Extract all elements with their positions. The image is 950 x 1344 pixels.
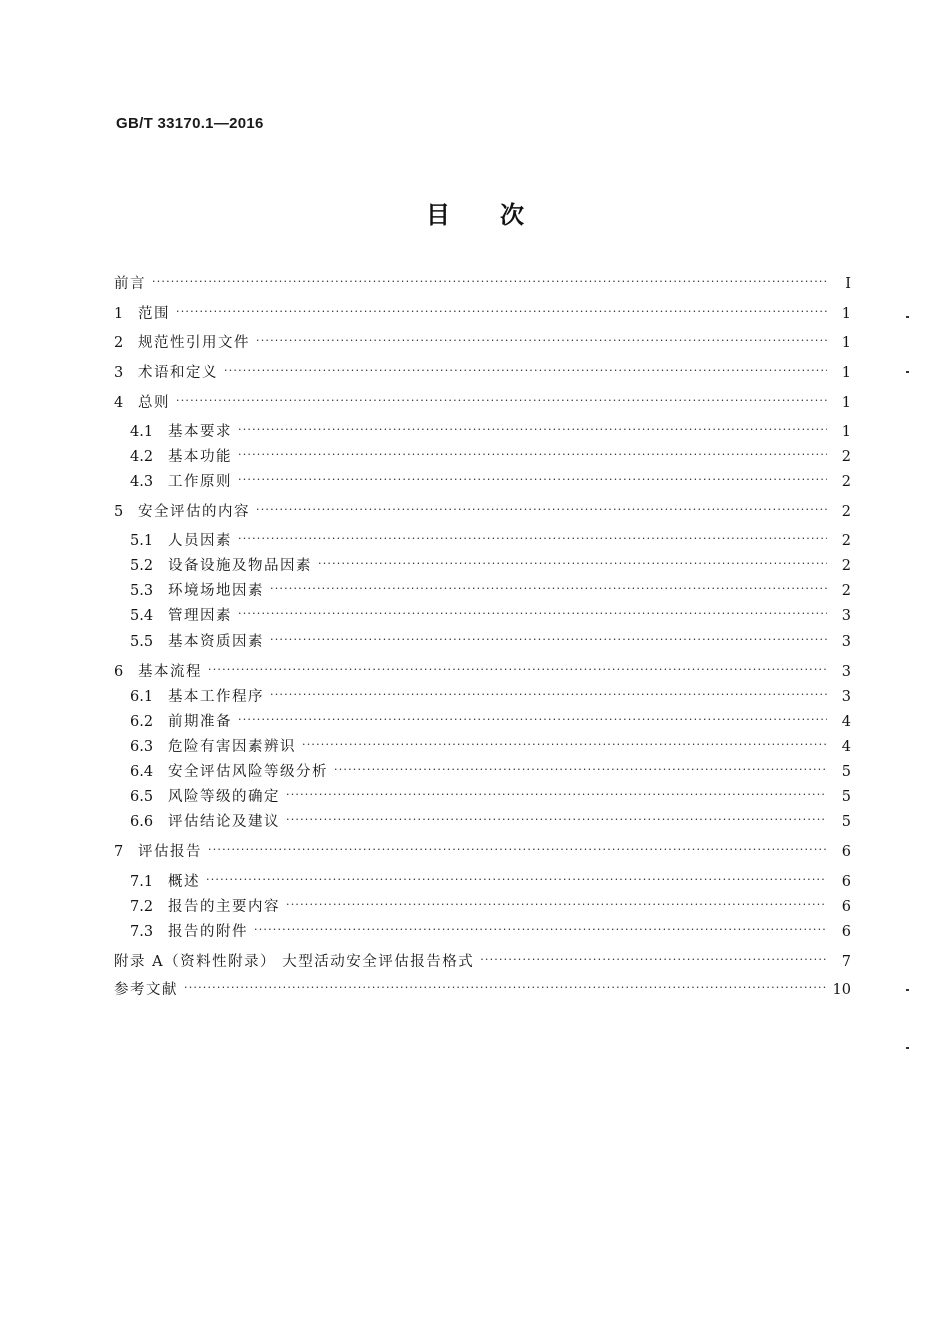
toc-entry-page: 7	[841, 954, 851, 970]
dot-leader	[224, 363, 827, 383]
dot-leader	[176, 304, 827, 324]
toc-entry-page: 1	[841, 424, 851, 440]
toc-entry[interactable]	[114, 363, 851, 383]
toc-entry-page: 2	[841, 558, 851, 574]
toc-entry-page: 1	[841, 306, 851, 322]
scan-mark	[906, 1047, 909, 1049]
scan-mark	[906, 371, 909, 373]
toc-entry-label: 基本功能	[168, 449, 232, 465]
toc-entry-page: 5	[841, 764, 851, 780]
toc-entry[interactable]	[114, 333, 851, 353]
dot-leader	[254, 922, 827, 942]
toc-entry-label: 基本流程	[138, 664, 202, 680]
toc-entry[interactable]	[114, 687, 851, 707]
toc-entry-page: 2	[841, 449, 851, 465]
toc-entry[interactable]	[114, 502, 851, 522]
dot-leader	[286, 897, 827, 917]
toc-entry-page: 2	[841, 583, 851, 599]
dot-leader	[208, 842, 827, 862]
toc-entry-page: 3	[841, 689, 851, 705]
toc-entry-number: 6.2	[130, 714, 154, 730]
toc-entry-page: 10	[832, 982, 851, 998]
toc-entry-page: 1	[841, 365, 851, 381]
toc-entry-label: 基本要求	[168, 424, 232, 440]
toc-entry-number: 5.4	[130, 608, 154, 624]
page-title: 目次	[426, 201, 574, 229]
dot-leader	[256, 333, 827, 353]
toc-entry[interactable]	[114, 606, 851, 626]
toc-entry-number: 7.1	[130, 874, 154, 890]
toc-entry[interactable]	[114, 897, 851, 917]
dot-leader	[256, 502, 827, 522]
toc-entry-number: 6.5	[130, 789, 154, 805]
toc-entry[interactable]	[114, 472, 851, 492]
toc-entry-number: 4.3	[130, 474, 154, 490]
toc-entry-label: 评估报告	[138, 844, 202, 860]
toc-entry[interactable]	[114, 762, 851, 782]
toc-entry[interactable]	[114, 842, 851, 862]
toc-entry-page: 6	[841, 899, 851, 915]
toc-entry-page: 2	[841, 474, 851, 490]
toc-entry-label: 评估结论及建议	[168, 814, 280, 830]
toc-entry-number: 7	[114, 844, 124, 860]
toc-entry-label: 报告的附件	[168, 924, 248, 940]
toc-entry-label: 基本工作程序	[168, 689, 264, 705]
dot-leader	[238, 606, 827, 626]
dot-leader	[334, 762, 827, 782]
toc-entry-label: 规范性引用文件	[138, 335, 250, 351]
dot-leader	[270, 687, 827, 707]
toc-entry-number: 5.5	[130, 634, 154, 650]
dot-leader	[238, 531, 827, 551]
toc-entry-page: 1	[841, 335, 851, 351]
dot-leader	[270, 632, 827, 652]
toc-entry-number: 5.3	[130, 583, 154, 599]
toc-entry-page: 3	[841, 608, 851, 624]
toc-entry-label: 总则	[138, 395, 170, 411]
toc-entry[interactable]	[114, 422, 851, 442]
toc-entry-label: 概述	[168, 874, 200, 890]
toc-entry[interactable]	[114, 812, 851, 832]
toc-entry-number: 5.2	[130, 558, 154, 574]
dot-leader	[318, 556, 827, 576]
toc-entry-number: 6	[114, 664, 124, 680]
toc-entry-page: 4	[841, 714, 851, 730]
toc-entry[interactable]	[114, 556, 851, 576]
toc-entry-label: 参考文献	[114, 982, 178, 998]
toc-entry[interactable]	[114, 581, 851, 601]
toc-entry-number: 5.1	[130, 533, 154, 549]
toc-entry[interactable]	[114, 274, 851, 294]
toc-entry-label: 术语和定义	[138, 365, 218, 381]
toc-entry[interactable]	[114, 447, 851, 467]
toc-entry-page: 6	[841, 844, 851, 860]
toc-entry[interactable]	[114, 787, 851, 807]
toc-entry-page: 5	[841, 814, 851, 830]
toc-entry-label: 前期准备	[168, 714, 232, 730]
toc-entry-number: 7.3	[130, 924, 154, 940]
toc-entry-page: 2	[841, 533, 851, 549]
toc-entry-number: 2	[114, 335, 124, 351]
dot-leader	[302, 737, 827, 757]
toc-entry[interactable]	[114, 304, 851, 324]
toc-entry-number: 6.4	[130, 764, 154, 780]
scan-mark	[906, 316, 909, 318]
toc-entry-label: 基本资质因素	[168, 634, 264, 650]
toc-entry-label: 人员因素	[168, 533, 232, 549]
toc-entry-label: 附录 A（资料性附录） 大型活动安全评估报告格式	[114, 954, 475, 970]
toc-entry[interactable]	[114, 632, 851, 652]
dot-leader	[286, 812, 827, 832]
toc-entry-label: 安全评估风险等级分析	[168, 764, 328, 780]
toc-entry-page: 6	[841, 924, 851, 940]
toc-entry-number: 4.1	[130, 424, 154, 440]
toc-entry[interactable]	[114, 712, 851, 732]
toc-entry-page: 6	[841, 874, 851, 890]
toc-entry-label: 设备设施及物品因素	[168, 558, 312, 574]
toc-entry-page: 2	[841, 504, 851, 520]
dot-leader	[176, 393, 827, 413]
toc-entry-label: 管理因素	[168, 608, 232, 624]
toc-entry[interactable]	[114, 872, 851, 892]
toc-entry[interactable]	[114, 980, 851, 1000]
dot-leader	[238, 447, 827, 467]
toc-entry-label: 风险等级的确定	[168, 789, 280, 805]
toc-entry-number: 4.2	[130, 449, 154, 465]
toc-entry-page: 3	[841, 664, 851, 680]
toc-entry[interactable]	[114, 393, 851, 413]
toc-entry-page: 5	[841, 789, 851, 805]
dot-leader	[238, 712, 827, 732]
toc-entry-number: 4	[114, 395, 124, 411]
toc-entry[interactable]	[114, 922, 851, 942]
dot-leader	[480, 952, 827, 972]
toc-entry[interactable]	[114, 737, 851, 757]
toc-entry-label: 报告的主要内容	[168, 899, 280, 915]
standard-code: GB/T 33170.1—2016	[116, 115, 264, 132]
toc-entry-label: 范围	[138, 306, 170, 322]
toc-entry-label: 前言	[114, 276, 146, 292]
toc-entry-page: 4	[841, 739, 851, 755]
dot-leader	[286, 787, 827, 807]
toc-entry[interactable]	[114, 952, 851, 972]
dot-leader	[238, 472, 827, 492]
toc-entry-number: 6.1	[130, 689, 154, 705]
toc-entry-page: Ⅰ	[845, 276, 851, 292]
toc-entry-number: 5	[114, 504, 124, 520]
toc-entry-number: 7.2	[130, 899, 154, 915]
toc-entry-number: 6.6	[130, 814, 154, 830]
toc-entry[interactable]	[114, 662, 851, 682]
dot-leader	[238, 422, 827, 442]
toc-entry-number: 3	[114, 365, 124, 381]
dot-leader	[184, 980, 827, 1000]
toc-entry-label: 工作原则	[168, 474, 232, 490]
toc-entry[interactable]	[114, 531, 851, 551]
toc-entry-label: 安全评估的内容	[138, 504, 250, 520]
dot-leader	[152, 274, 827, 294]
toc-entry-page: 3	[841, 634, 851, 650]
dot-leader	[206, 872, 827, 892]
toc-entry-number: 6.3	[130, 739, 154, 755]
toc-entry-number: 1	[114, 306, 124, 322]
toc-entry-label: 危险有害因素辨识	[168, 739, 296, 755]
dot-leader	[270, 581, 827, 601]
toc-entry-label: 环境场地因素	[168, 583, 264, 599]
dot-leader	[208, 662, 827, 682]
scan-mark	[906, 989, 909, 991]
toc-entry-page: 1	[841, 395, 851, 411]
